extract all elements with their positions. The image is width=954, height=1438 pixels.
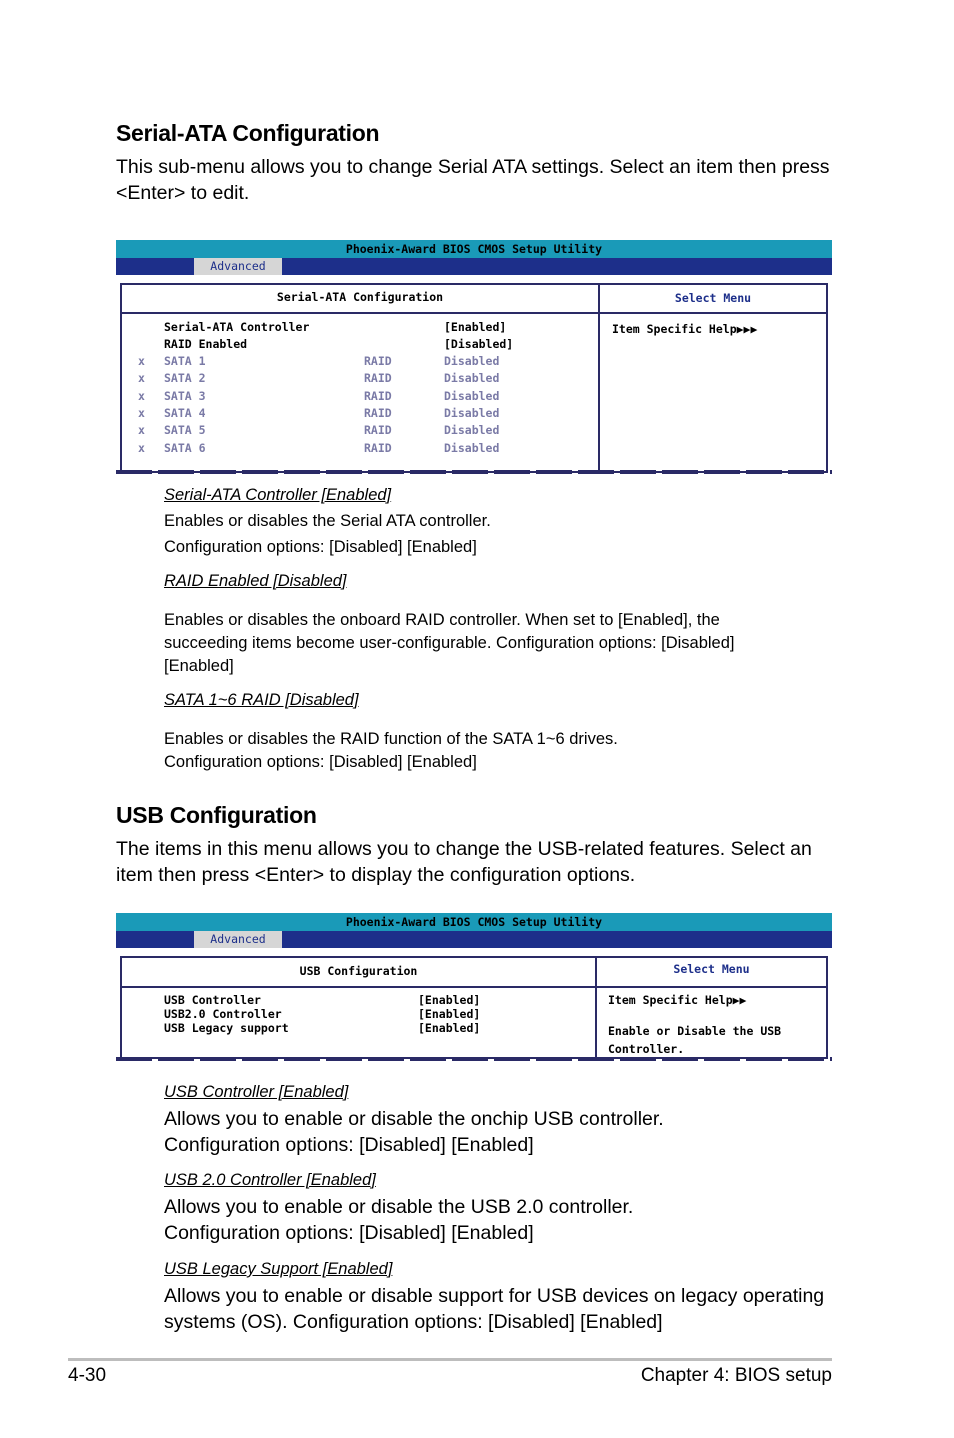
disabled-marker: x bbox=[138, 423, 145, 438]
sata-port-label: SATA 5 bbox=[164, 423, 206, 438]
setting-value[interactable]: [Enabled] bbox=[444, 320, 507, 334]
sata-port-mode: RAID bbox=[364, 423, 392, 438]
bios-utility-title: Phoenix-Award BIOS CMOS Setup Utility bbox=[116, 240, 832, 258]
sata-port-mode: RAID bbox=[364, 354, 392, 368]
usb-bios-screen bbox=[116, 913, 832, 1063]
sata-port-label: SATA 4 bbox=[164, 405, 206, 420]
option-description: Configuration options: [Disabled] [Enabled] bbox=[164, 538, 477, 556]
help-text: Item Specific Help▶▶▶ bbox=[612, 322, 758, 336]
sata-bios-screen bbox=[116, 240, 832, 476]
sata-port-label: SATA 6 bbox=[164, 440, 206, 455]
option-description: Configuration options: [Disabled] [Enabled] bbox=[164, 1134, 534, 1156]
setting-value[interactable]: [Enabled] bbox=[418, 1007, 481, 1021]
option-description: Enables or disables the RAID function of the SATA 1~6 drives. bbox=[164, 730, 618, 748]
option-description: Allows you to enable or disable the onchip USB controller. bbox=[164, 1108, 664, 1130]
sata-port-value: Disabled bbox=[444, 371, 500, 386]
bios-frame bbox=[120, 956, 828, 1059]
sata-intro: This sub-menu allows you to change Serial ATA settings. Select an item then press <Enter> to edit. bbox=[116, 156, 830, 204]
bios-tab-bar bbox=[116, 931, 832, 948]
panel-title: Serial-ATA Configuration bbox=[276, 290, 444, 304]
sata-port-mode: RAID bbox=[364, 371, 392, 386]
setting-value[interactable]: [Enabled] bbox=[418, 1021, 481, 1035]
help-description: Controller. bbox=[608, 1042, 685, 1056]
bios-tab-bar bbox=[116, 258, 832, 275]
page-number: 4-30 bbox=[68, 1365, 107, 1386]
chapter-title: Chapter 4: BIOS setup bbox=[640, 1365, 832, 1386]
bios-utility-title: Phoenix-Award BIOS CMOS Setup Utility bbox=[116, 913, 832, 931]
sata-port-label: SATA 2 bbox=[164, 371, 206, 386]
sata-port-mode: RAID bbox=[364, 440, 392, 455]
tab-advanced[interactable]: Advanced bbox=[194, 931, 282, 948]
sata-port-value: Disabled bbox=[444, 440, 500, 455]
help-title: Select Menu bbox=[673, 962, 750, 976]
bios-frame bbox=[120, 283, 828, 473]
sata-port-value: Disabled bbox=[444, 354, 500, 368]
setting-label[interactable]: RAID Enabled bbox=[164, 337, 248, 351]
sata-heading: Serial-ATA Configuration bbox=[116, 120, 380, 146]
option-title: USB Controller [Enabled] bbox=[164, 1083, 349, 1101]
usb-intro: The items in this menu allows you to change the USB-related features. Select an item then press <Enter> to display the configuration options. bbox=[116, 838, 812, 886]
disabled-marker: x bbox=[138, 405, 145, 420]
option-description: Allows you to enable or disable the USB 2.0 controller. bbox=[164, 1196, 634, 1218]
tab-advanced[interactable]: Advanced bbox=[194, 258, 282, 275]
setting-label[interactable]: USB2.0 Controller bbox=[164, 1007, 282, 1021]
sata-port-mode: RAID bbox=[364, 388, 392, 403]
option-title: Serial-ATA Controller [Enabled] bbox=[164, 486, 392, 504]
usb-heading: USB Configuration bbox=[116, 802, 317, 828]
panel-title: USB Configuration bbox=[299, 964, 418, 978]
sata-port-mode: RAID bbox=[364, 405, 392, 420]
help-description: Enable or Disable the USB bbox=[608, 1024, 782, 1038]
setting-value[interactable]: [Enabled] bbox=[418, 993, 481, 1007]
option-description: Enables or disables the Serial ATA controller. bbox=[164, 512, 491, 530]
sata-port-label: SATA 1 bbox=[164, 354, 206, 368]
disabled-marker: x bbox=[138, 371, 145, 386]
disabled-marker: x bbox=[138, 354, 145, 368]
sata-port-value: Disabled bbox=[444, 423, 500, 438]
help-title: Select Menu bbox=[674, 291, 752, 305]
sata-port-label: SATA 3 bbox=[164, 388, 206, 403]
sata-port-value: Disabled bbox=[444, 388, 500, 403]
disabled-marker: x bbox=[138, 388, 145, 403]
setting-label[interactable]: Serial-ATA Controller bbox=[164, 320, 310, 334]
help-text: Item Specific Help▶▶ bbox=[608, 993, 747, 1007]
option-title: SATA 1~6 RAID [Disabled] bbox=[164, 691, 359, 709]
disabled-marker: x bbox=[138, 440, 145, 455]
setting-label[interactable]: USB Controller bbox=[164, 993, 261, 1007]
option-title: USB 2.0 Controller [Enabled] bbox=[164, 1171, 376, 1189]
option-description: Enables or disables the onboard RAID controller. When set to [Enabled], the succeeding items become user-configurable. Configuration options: [Disabled] [Enabled] bbox=[164, 611, 735, 675]
option-description: Allows you to enable or disable support for USB devices on legacy operating systems (OS). Configuration options: [Disabled] [Enabled] bbox=[164, 1285, 825, 1333]
option-description: Configuration options: [Disabled] [Enabled] bbox=[164, 1222, 534, 1244]
option-title: USB Legacy Support [Enabled] bbox=[164, 1260, 393, 1278]
setting-label[interactable]: USB Legacy support bbox=[164, 1021, 289, 1035]
option-title: RAID Enabled [Disabled] bbox=[164, 572, 347, 590]
sata-port-value: Disabled bbox=[444, 405, 500, 420]
setting-value[interactable]: [Disabled] bbox=[444, 337, 514, 351]
option-description: Configuration options: [Disabled] [Enabled] bbox=[164, 753, 477, 771]
footer-rule bbox=[68, 1358, 832, 1361]
